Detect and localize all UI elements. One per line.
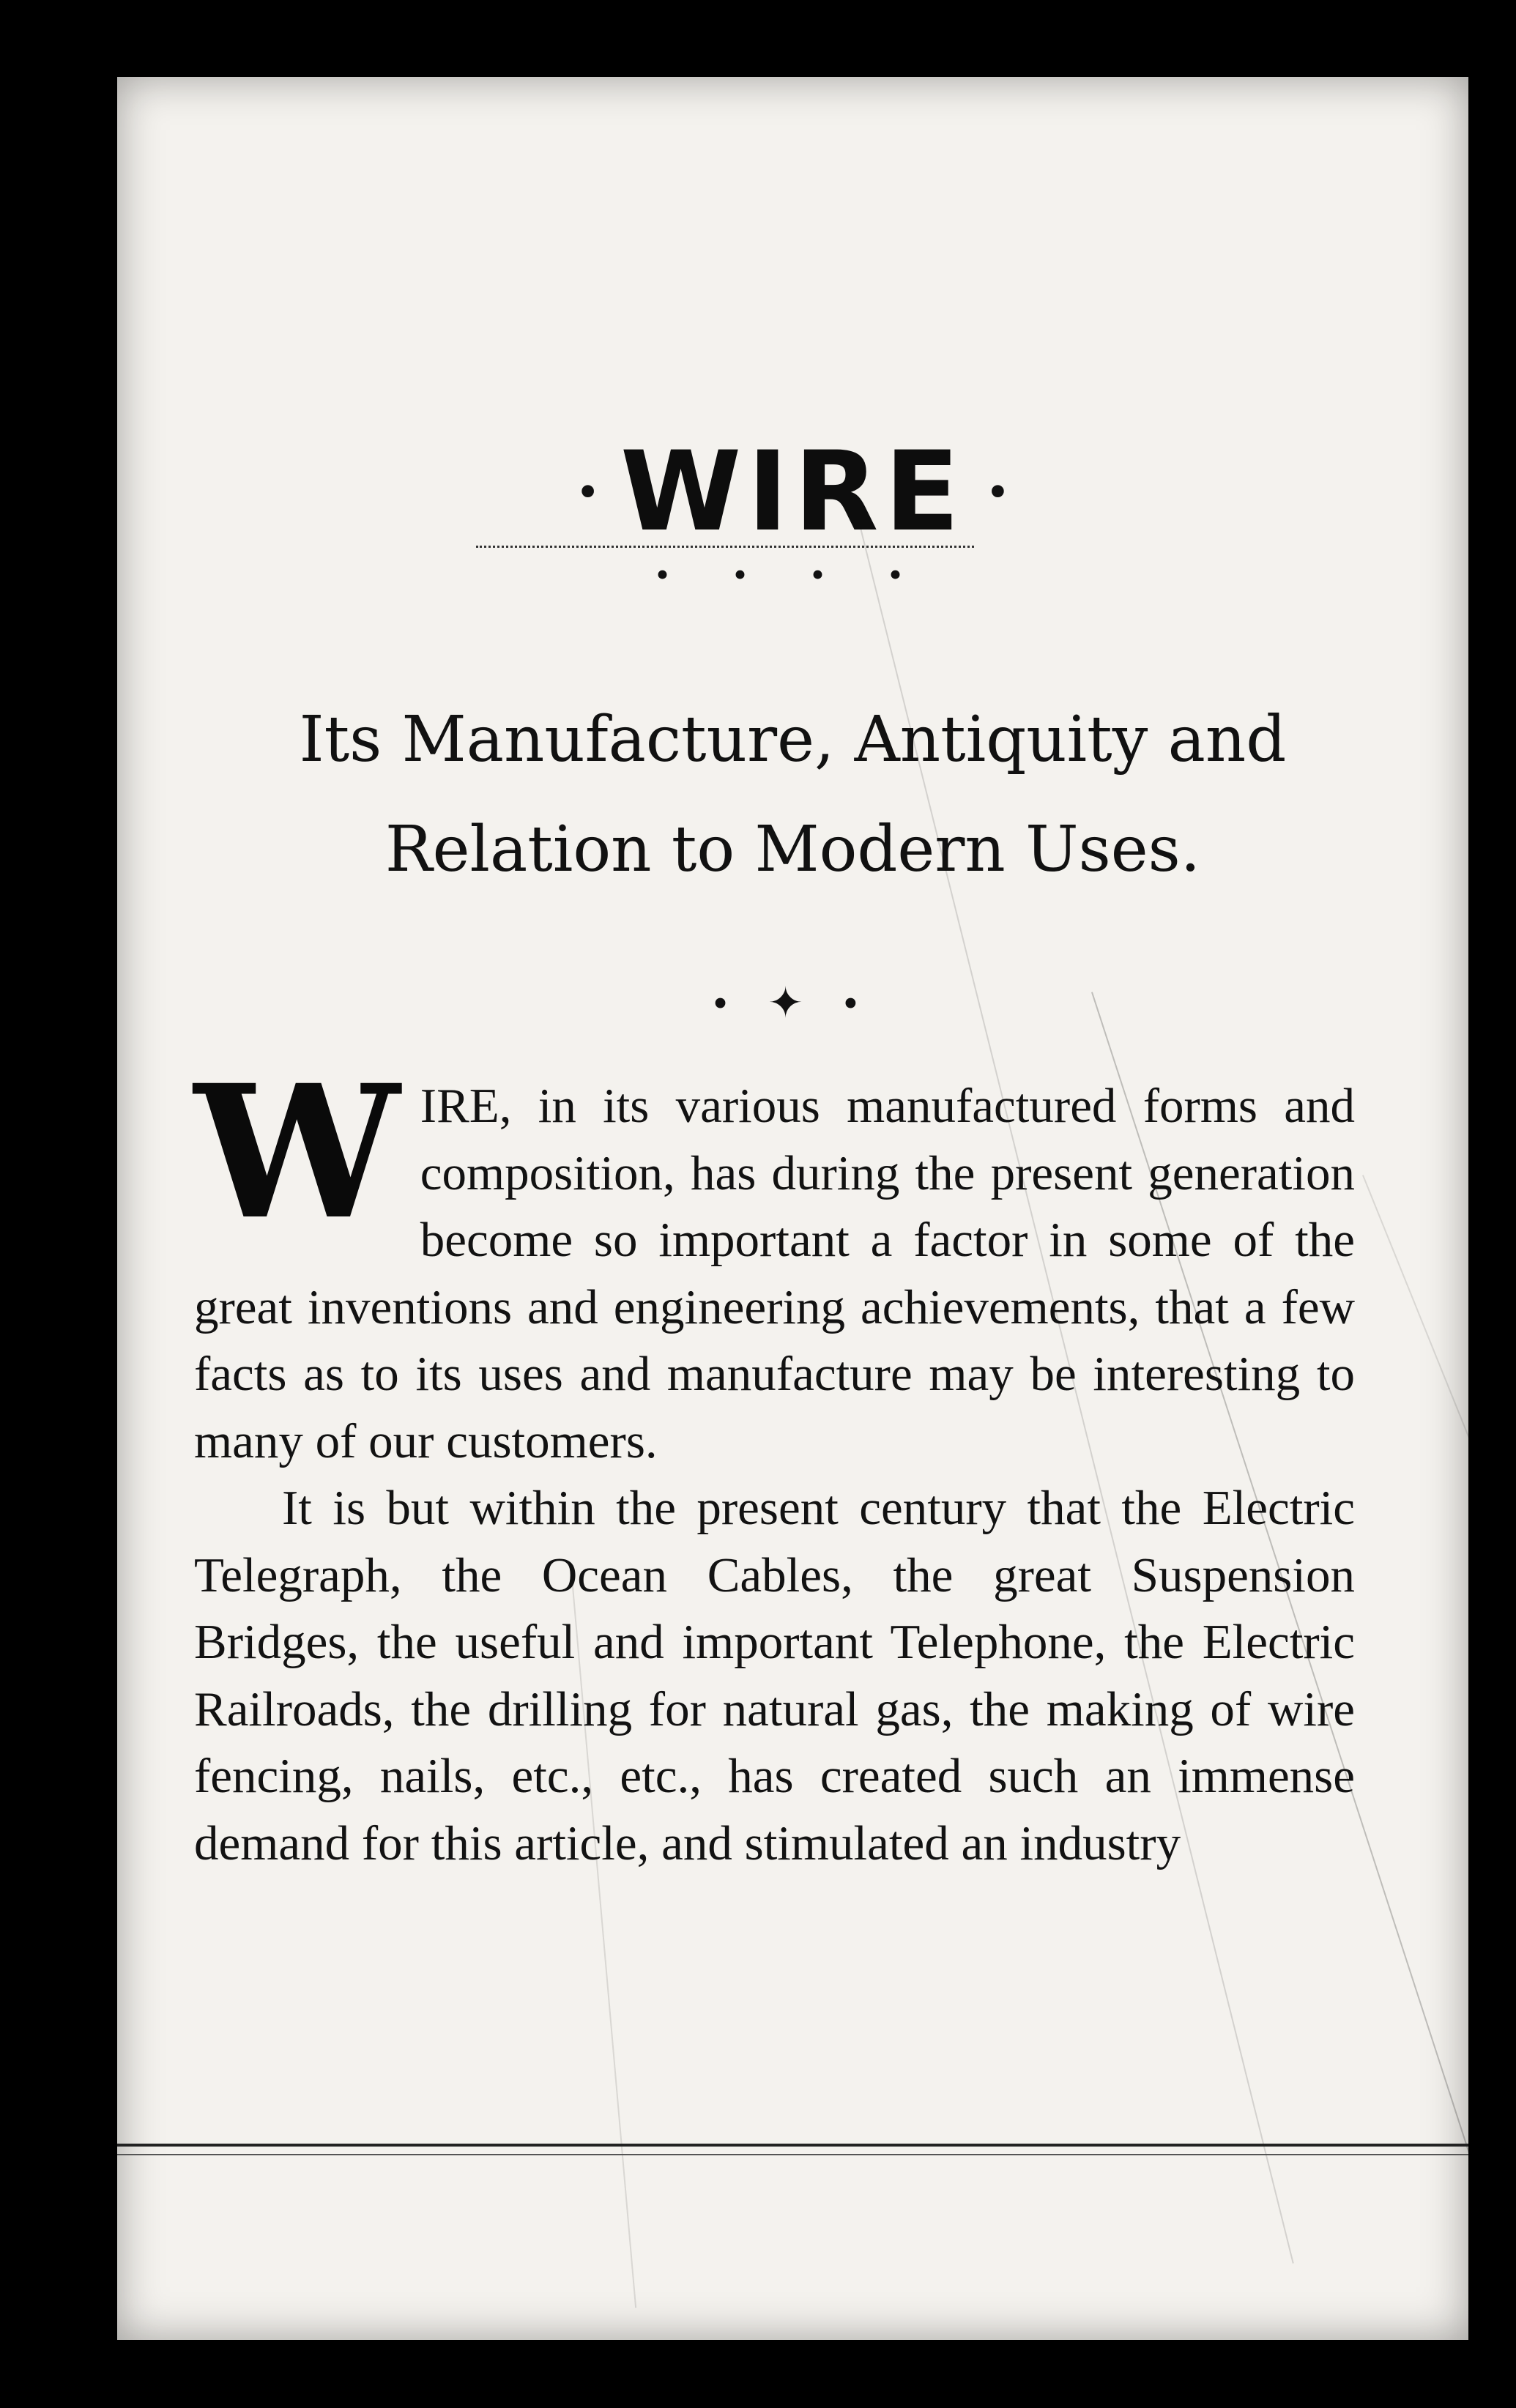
- subtitle: [176, 685, 1410, 904]
- drop-cap: W: [194, 1044, 400, 1260]
- subtitle-line-2: Relation to Modern Uses.: [384, 813, 1201, 886]
- footer-rule: [117, 2144, 1468, 2155]
- title-block: [117, 428, 1468, 556]
- paragraph-2: It is but within the present century that the Electric Telegraph, the Ocean Cables, the great Suspension Bridges, the useful and important Telephone, the Electric Railroads, the drilling for natural gas, the making of wire fencing, nails, etc., etc., has created such an immense demand for this article, and stimulated an industry: [194, 1481, 1355, 1870]
- page-title: WIRE: [620, 428, 966, 556]
- title-bullet-right: •: [989, 464, 1007, 520]
- body-text: [194, 1044, 1355, 1877]
- ornament-divider: • ✦ •: [713, 979, 873, 1027]
- document-page: [117, 77, 1468, 2340]
- title-underline: [476, 546, 974, 548]
- scan-scratch: [1362, 1175, 1468, 2194]
- paragraph-1-text: IRE, in its various manufactured forms and composition, has during the present generation become so important a factor in some of the great inventions and engineering achievements, that a few facts as to its uses and manufacture may be interesting to many of our customers.: [194, 1079, 1355, 1468]
- paragraph-1: [194, 1044, 1355, 1475]
- subtitle-line-1: Its Manufacture, Antiquity and: [299, 703, 1287, 776]
- title-bullet-left: •: [579, 464, 597, 520]
- title-dots: • • • •: [655, 554, 930, 595]
